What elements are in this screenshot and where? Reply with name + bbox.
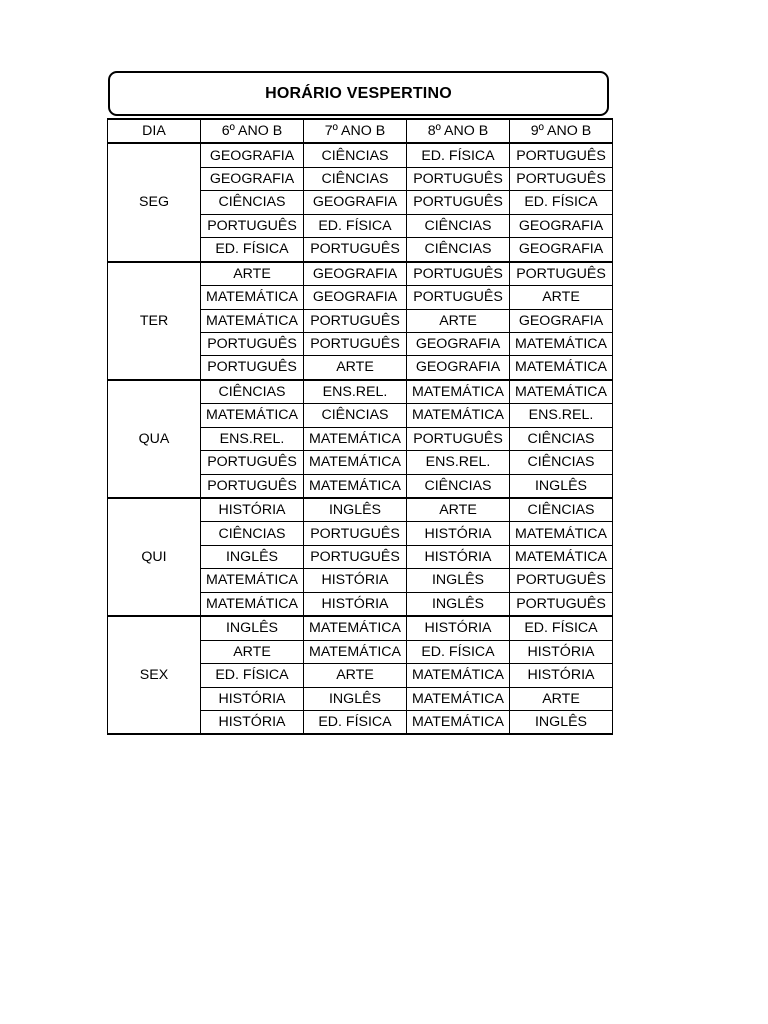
subject-cell: INGLÊS [510, 474, 613, 498]
subject-cell: CIÊNCIAS [201, 522, 304, 545]
subject-cell: ENS.REL. [304, 380, 407, 404]
subject-cell: PORTUGUÊS [510, 262, 613, 286]
subject-cell: PORTUGUÊS [510, 592, 613, 616]
day-label: SEG [108, 143, 201, 261]
day-label: QUA [108, 380, 201, 498]
table-row [108, 380, 613, 404]
subject-cell: CIÊNCIAS [510, 451, 613, 474]
subject-cell: HISTÓRIA [407, 545, 510, 568]
subject-cell: MATEMÁTICA [304, 640, 407, 663]
day-label: TER [108, 262, 201, 380]
subject-cell: MATEMÁTICA [510, 545, 613, 568]
subject-cell: HISTÓRIA [304, 569, 407, 592]
subject-cell: ENS.REL. [510, 404, 613, 427]
subject-cell: PORTUGUÊS [304, 545, 407, 568]
subject-cell: PORTUGUÊS [510, 167, 613, 190]
subject-cell: MATEMÁTICA [407, 687, 510, 710]
subject-cell: ARTE [407, 498, 510, 522]
subject-cell: ED. FÍSICA [201, 664, 304, 687]
subject-cell: MATEMÁTICA [201, 592, 304, 616]
subject-cell: CIÊNCIAS [510, 427, 613, 450]
subject-cell: ED. FÍSICA [201, 238, 304, 262]
subject-cell: HISTÓRIA [201, 710, 304, 734]
schedule-body [108, 119, 613, 734]
subject-cell: ARTE [201, 640, 304, 663]
subject-cell: GEOGRAFIA [304, 262, 407, 286]
subject-cell: PORTUGUÊS [304, 332, 407, 355]
subject-cell: CIÊNCIAS [304, 167, 407, 190]
subject-cell: GEOGRAFIA [510, 214, 613, 237]
subject-cell: GEOGRAFIA [407, 332, 510, 355]
subject-cell: MATEMÁTICA [304, 616, 407, 640]
subject-cell: PORTUGUÊS [201, 356, 304, 380]
subject-cell: MATEMÁTICA [510, 356, 613, 380]
subject-cell: ED. FÍSICA [407, 143, 510, 167]
subject-cell: MATEMÁTICA [201, 569, 304, 592]
table-row [108, 262, 613, 286]
subject-cell: MATEMÁTICA [201, 286, 304, 309]
subject-cell: ARTE [510, 286, 613, 309]
subject-cell: MATEMÁTICA [510, 380, 613, 404]
subject-cell: PORTUGUÊS [510, 143, 613, 167]
header-class: 7º ANO B [304, 119, 407, 143]
subject-cell: MATEMÁTICA [304, 474, 407, 498]
schedule-table [107, 118, 613, 735]
subject-cell: MATEMÁTICA [407, 404, 510, 427]
table-row [108, 498, 613, 522]
subject-cell: MATEMÁTICA [407, 380, 510, 404]
subject-cell: PORTUGUÊS [201, 214, 304, 237]
subject-cell: INGLÊS [407, 592, 510, 616]
subject-cell: INGLÊS [201, 616, 304, 640]
subject-cell: INGLÊS [201, 545, 304, 568]
subject-cell: ED. FÍSICA [510, 191, 613, 214]
subject-cell: PORTUGUÊS [304, 522, 407, 545]
subject-cell: MATEMÁTICA [407, 710, 510, 734]
subject-cell: ARTE [201, 262, 304, 286]
subject-cell: PORTUGUÊS [510, 569, 613, 592]
day-label: QUI [108, 498, 201, 616]
table-row [108, 143, 613, 167]
subject-cell: INGLÊS [510, 710, 613, 734]
subject-cell: INGLÊS [304, 687, 407, 710]
subject-cell: PORTUGUÊS [407, 191, 510, 214]
subject-cell: PORTUGUÊS [304, 309, 407, 332]
subject-cell: ARTE [304, 356, 407, 380]
schedule-title-box [108, 71, 609, 116]
subject-cell: HISTÓRIA [201, 687, 304, 710]
subject-cell: PORTUGUÊS [201, 451, 304, 474]
header-row [108, 119, 613, 143]
table-row [108, 616, 613, 640]
subject-cell: MATEMÁTICA [201, 309, 304, 332]
subject-cell: ARTE [304, 664, 407, 687]
subject-cell: GEOGRAFIA [510, 238, 613, 262]
subject-cell: PORTUGUÊS [201, 474, 304, 498]
subject-cell: PORTUGUÊS [407, 262, 510, 286]
subject-cell: ARTE [510, 687, 613, 710]
subject-cell: MATEMÁTICA [510, 522, 613, 545]
subject-cell: HISTÓRIA [407, 522, 510, 545]
subject-cell: CIÊNCIAS [201, 380, 304, 404]
subject-cell: CIÊNCIAS [407, 238, 510, 262]
subject-cell: PORTUGUÊS [407, 167, 510, 190]
subject-cell: INGLÊS [304, 498, 407, 522]
header-day: DIA [108, 119, 201, 143]
subject-cell: GEOGRAFIA [201, 143, 304, 167]
subject-cell: GEOGRAFIA [304, 191, 407, 214]
subject-cell: MATEMÁTICA [304, 451, 407, 474]
subject-cell: INGLÊS [407, 569, 510, 592]
subject-cell: HISTÓRIA [510, 640, 613, 663]
subject-cell: CIÊNCIAS [201, 191, 304, 214]
header-class: 9º ANO B [510, 119, 613, 143]
subject-cell: HISTÓRIA [407, 616, 510, 640]
subject-cell: ARTE [407, 309, 510, 332]
subject-cell: CIÊNCIAS [407, 474, 510, 498]
subject-cell: HISTÓRIA [201, 498, 304, 522]
subject-cell: PORTUGUÊS [304, 238, 407, 262]
subject-cell: PORTUGUÊS [407, 286, 510, 309]
subject-cell: CIÊNCIAS [304, 404, 407, 427]
subject-cell: CIÊNCIAS [407, 214, 510, 237]
subject-cell: GEOGRAFIA [407, 356, 510, 380]
subject-cell: PORTUGUÊS [201, 332, 304, 355]
header-class: 6º ANO B [201, 119, 304, 143]
subject-cell: GEOGRAFIA [510, 309, 613, 332]
subject-cell: MATEMÁTICA [407, 664, 510, 687]
header-class: 8º ANO B [407, 119, 510, 143]
subject-cell: CIÊNCIAS [510, 498, 613, 522]
subject-cell: GEOGRAFIA [304, 286, 407, 309]
subject-cell: GEOGRAFIA [201, 167, 304, 190]
day-label: SEX [108, 616, 201, 734]
subject-cell: MATEMÁTICA [201, 404, 304, 427]
schedule-title: HORÁRIO VESPERTINO [265, 84, 452, 102]
subject-cell: ENS.REL. [407, 451, 510, 474]
subject-cell: MATEMÁTICA [510, 332, 613, 355]
subject-cell: HISTÓRIA [510, 664, 613, 687]
subject-cell: PORTUGUÊS [407, 427, 510, 450]
subject-cell: ED. FÍSICA [304, 214, 407, 237]
subject-cell: ED. FÍSICA [407, 640, 510, 663]
subject-cell: ED. FÍSICA [304, 710, 407, 734]
subject-cell: CIÊNCIAS [304, 143, 407, 167]
subject-cell: HISTÓRIA [304, 592, 407, 616]
subject-cell: ENS.REL. [201, 427, 304, 450]
subject-cell: ED. FÍSICA [510, 616, 613, 640]
subject-cell: MATEMÁTICA [304, 427, 407, 450]
